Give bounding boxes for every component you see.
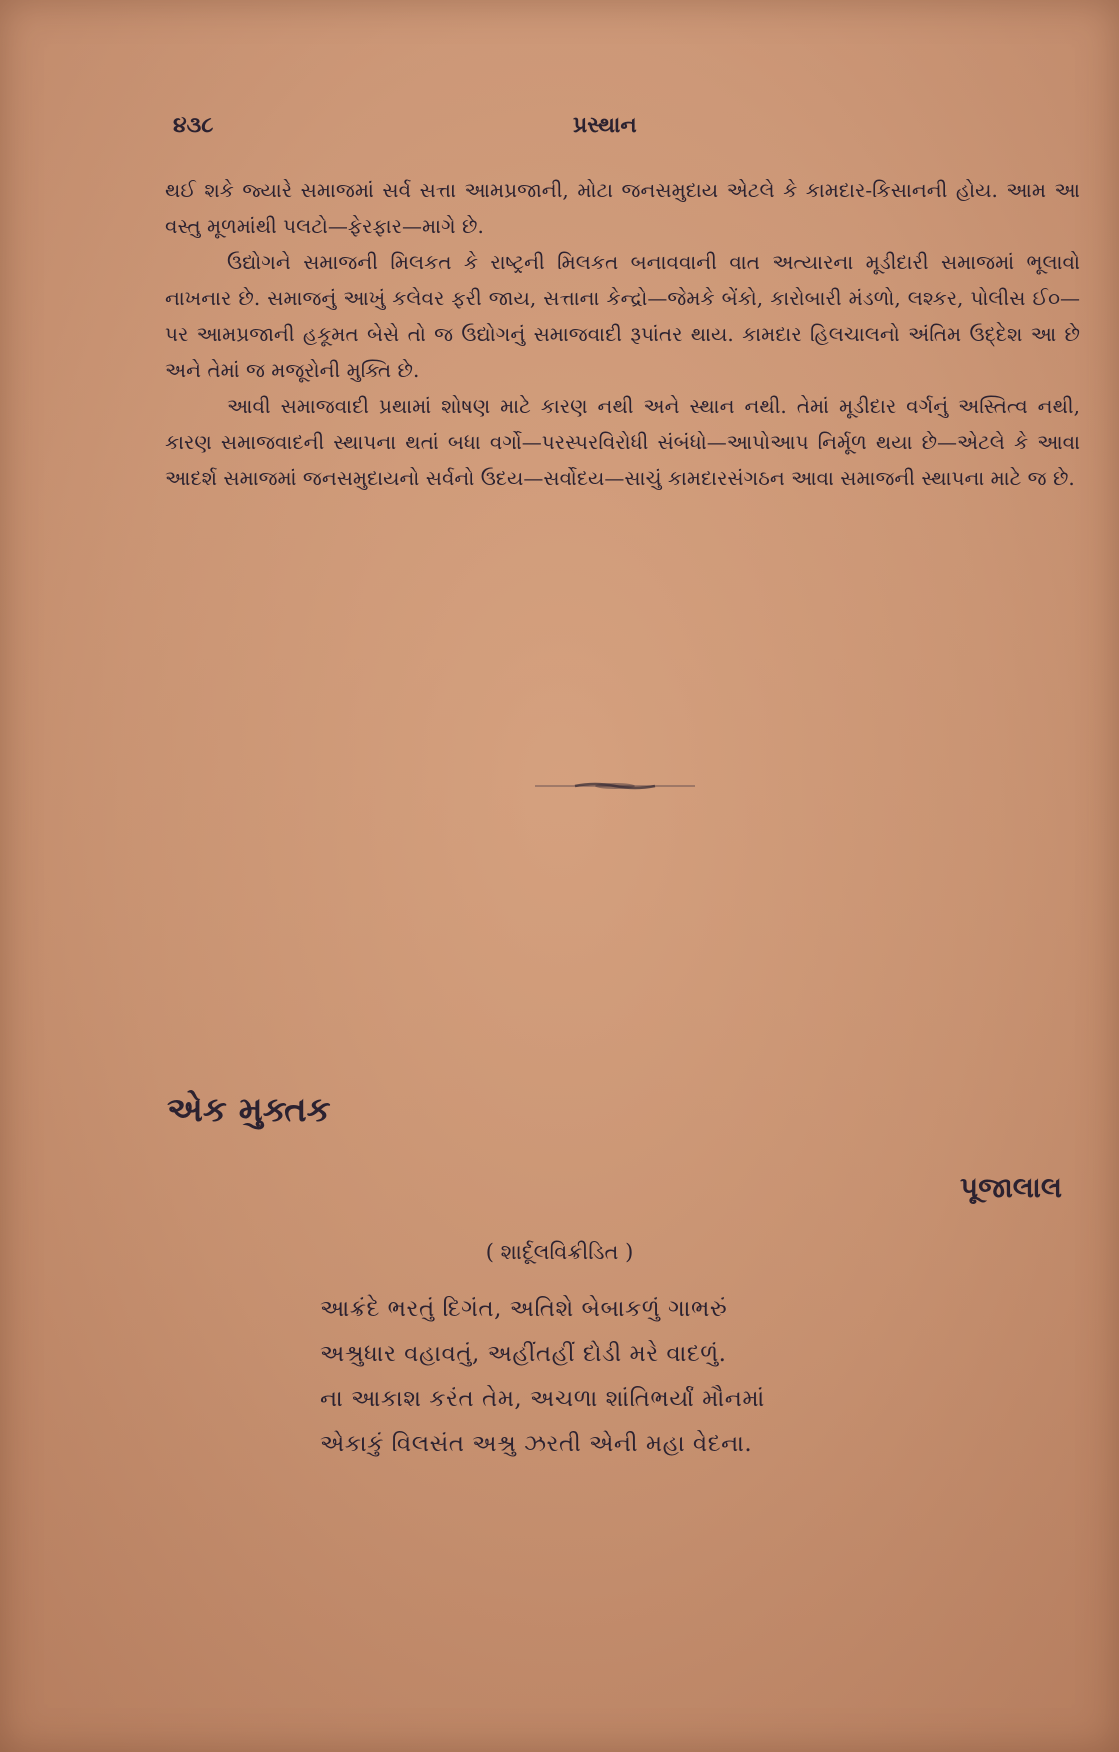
running-title: પ્રસ્થાન	[573, 112, 637, 138]
page-number: ૪૩૮	[173, 112, 214, 138]
paragraph: ઉદ્યોગને સમાજની મિલકત કે રાષ્ટ્રની મિલકત બનાવવાની વાત અત્યારના મૂડીદારી સમાજમાં ભૂલાવો નાખનાર છે. સમાજનું આખું કલેવર ફરી જાય, સત્તાના કેન્દ્રો—જેમકે બેંકો, કારોબારી મંડળો, લશ્કર, પોલીસ ઈ૦—પર આમપ્રજાની હકૂમત બેસે તો જ ઉદ્યોગનું સમાજવાદી રૂપાંતર થાય. કામદાર હિલચાલનો અંતિમ ઉદ્દેશ આ છે અને તેમાં જ મજૂરોની મુક્તિ છે.	[165, 250, 1080, 382]
article-body	[165, 172, 1080, 496]
poem-author: પૂજાલાલ	[960, 1171, 1062, 1204]
verse-line: આક્રંદે ભરતું દિગંત, અતિશે બેબાકળું ગાભરું	[320, 1296, 728, 1322]
poem-verse	[320, 1287, 1020, 1467]
page-header	[173, 112, 1039, 152]
section-divider-ornament	[535, 781, 695, 791]
paragraph: થઈ શકે જ્યારે સમાજમાં સર્વ સત્તા આમપ્રજાની, મોટા જનસમુદાય એટલે કે કામદાર-કિસાનની હોય. આમ આ વસ્તુ મૂળમાંથી પલટો—ફેરફાર—માગે છે.	[165, 178, 1080, 238]
paragraph: આવી સમાજવાદી પ્રથામાં શોષણ માટે કારણ નથી અને સ્થાન નથી. તેમાં મૂડીદાર વર્ગનું અસ્તિત્વ નથી, કારણ સમાજવાદની સ્થાપના થતાં બધા વર્ગો—પરસ્પરવિરોધી સંબંધો—આપોઆપ નિર્મૂળ થયા છે—એટલે કે આવા આદર્શ સમાજમાં જનસમુદાયનો સર્વનો ઉદય—સર્વોદય—સાચું કામદારસંગઠન આવા સમાજની સ્થાપના માટે જ છે.	[165, 394, 1080, 490]
poem-title: એક મુક્તક	[167, 1090, 331, 1130]
verse-line: એકાકું વિલસંત અશ્રુ ઝરતી એની મહા વેદના.	[320, 1431, 753, 1457]
verse-line: અશ્રુધાર વહાવતું, અહીંતહીં દોડી મરે વાદળું.	[320, 1341, 727, 1367]
verse-line: ના આકાશ કરંત તેમ, અચળા શાંતિભર્યાં મૌનમાં	[320, 1386, 765, 1412]
poem-meter: ( શાર્દૂલવિક્રીડિત )	[485, 1240, 634, 1264]
